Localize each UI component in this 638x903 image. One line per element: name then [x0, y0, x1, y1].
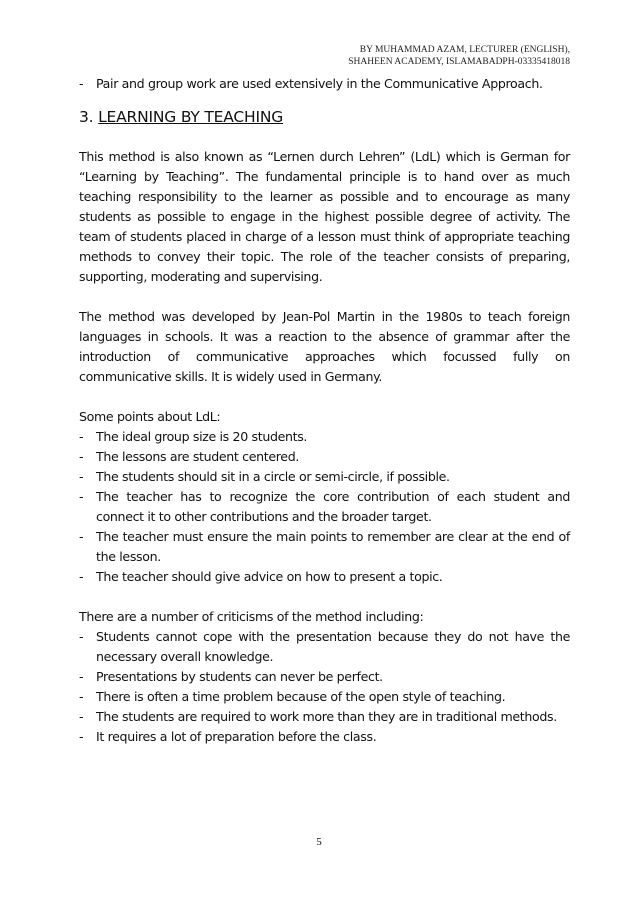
- list-item: - Presentations by students can never be perfect.: [79, 667, 570, 687]
- page-header: [210, 44, 570, 68]
- header-author-line: BY MUHAMMAD AZAM, LECTURER (ENGLISH),: [359, 45, 570, 55]
- list-item: - The teacher has to recognize the core contribution of each student and connect it to other contributions and the broader target.: [79, 487, 570, 527]
- list-item: - Students cannot cope with the presentation because they do not have the necessary overall knowledge.: [79, 627, 570, 667]
- section-number: 3.: [79, 108, 94, 126]
- list-item: - It requires a lot of preparation before the class.: [79, 727, 570, 747]
- page-number: 5: [316, 836, 322, 848]
- top-bullet-list: [79, 74, 570, 94]
- criticisms-list: [79, 627, 570, 747]
- page-content: [79, 74, 570, 747]
- list-item: - The students are required to work more than they are in traditional methods.: [79, 707, 570, 727]
- points-intro: Some points about LdL:: [79, 409, 221, 424]
- header-academy-line: SHAHEEN ACADEMY, ISLAMABADPH-03335418018: [348, 57, 570, 67]
- list-item: - The lessons are student centered.: [79, 447, 570, 467]
- criticisms-intro: There are a number of criticisms of the method including:: [79, 609, 424, 624]
- section-heading: [79, 106, 570, 128]
- list-item: - The teacher should give advice on how to present a topic.: [79, 567, 570, 587]
- list-item: - There is often a time problem because of the open style of teaching.: [79, 687, 570, 707]
- list-item: - The students should sit in a circle or semi-circle, if possible.: [79, 467, 570, 487]
- section-title: LEARNING BY TEACHING: [98, 108, 284, 126]
- list-item: - The teacher must ensure the main points to remember are clear at the end of the lesson.: [79, 527, 570, 567]
- paragraph-ldl-history: The method was developed by Jean-Pol Martin in the 1980s to teach foreign languages in schools. It was a reaction to the absence of grammar after the introduction of communicative approaches which focussed fully on communicative skills. It is widely used in Germany.: [79, 309, 570, 384]
- list-item: - Pair and group work are used extensively in the Communicative Approach.: [79, 74, 570, 94]
- points-list: [79, 427, 570, 587]
- paragraph-ldl-definition: This method is also known as “Lernen durch Lehren” (LdL) which is German for “Learning by Teaching”. The fundamental principle is to hand over as much teaching responsibility to the learner as possible and to encourage as many students as possible to engage in the highest possible degree of activity. The team of students placed in charge of a lesson must think of appropriate teaching methods to convey their topic. The role of the teacher consists of preparing, supporting, moderating and supervising.: [79, 149, 570, 284]
- list-item: - The ideal group size is 20 students.: [79, 427, 570, 447]
